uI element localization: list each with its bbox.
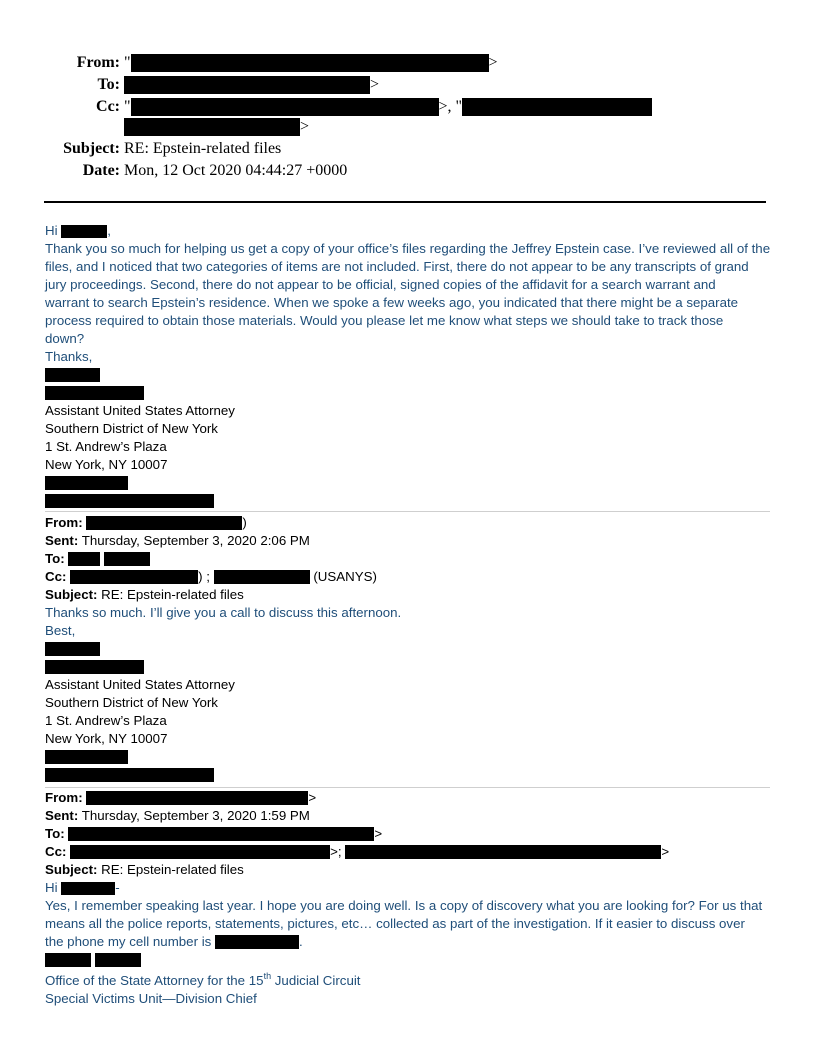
redaction-block bbox=[61, 882, 115, 895]
signature-title: Assistant United States Attorney bbox=[45, 403, 235, 418]
header-cc-separator: >, " bbox=[438, 98, 463, 115]
header-from-label: From: bbox=[76, 54, 120, 71]
message-3-from bbox=[45, 789, 775, 807]
message-3-cc bbox=[45, 843, 775, 861]
signature-unit: Special Victims Unit—Division Chief bbox=[45, 991, 257, 1006]
message-2-cc bbox=[45, 568, 775, 586]
redaction-block bbox=[95, 953, 141, 967]
redaction-block bbox=[86, 791, 308, 805]
redaction-block bbox=[45, 642, 100, 656]
message-1-line: jury proceedings. Second, there do not appear to be official, signed copies of the affidavit for a search warrant and bbox=[45, 277, 716, 292]
header-cc-value-2 bbox=[124, 116, 309, 137]
message-2-sent-value: Thursday, September 3, 2020 2:06 PM bbox=[81, 533, 310, 548]
message-2-sent bbox=[45, 532, 775, 550]
message-2-sent-label: Sent: bbox=[45, 533, 79, 548]
signature-address: 1 St. Andrew’s Plaza bbox=[45, 439, 167, 454]
message-1-line: Thank you so much for helping us get a copy of your office’s files regarding the Jeffrey Epstein case. I’ve reviewed all of the bbox=[45, 241, 771, 256]
signature-office-line bbox=[45, 972, 775, 990]
signature-name-redaction bbox=[45, 640, 775, 658]
message-2-cc-separator: ) ; bbox=[198, 569, 210, 584]
message-2-subject-value: RE: Epstein-related files bbox=[101, 587, 244, 602]
message-1-line: files, and I noticed that two categories of items are not included. First, there do not appear to be any transcripts of grand bbox=[45, 259, 749, 274]
header-subject-label: Subject: bbox=[63, 140, 120, 157]
greeting-text: Hi bbox=[45, 880, 58, 895]
message-1-line: warrant to search Epstein’s residence. When we spoke a few weeks ago, you indicated that there might be a separate bbox=[45, 295, 739, 310]
signature-name-redaction bbox=[45, 366, 775, 384]
header-cc-value bbox=[124, 96, 652, 117]
redaction-block bbox=[45, 750, 128, 764]
redaction-block bbox=[86, 516, 242, 530]
redaction-block bbox=[70, 570, 198, 584]
redaction-block bbox=[45, 368, 100, 382]
signature-contact-redaction bbox=[45, 474, 775, 492]
office-prefix: Office of the State Attorney for the 15 bbox=[45, 973, 264, 988]
message-2-cc-label: Cc: bbox=[45, 569, 67, 584]
header-subject-row bbox=[0, 138, 816, 159]
header-cc-quote: " bbox=[124, 98, 131, 115]
message-3-cc-close: > bbox=[661, 844, 670, 859]
message-3-line: Yes, I remember speaking last year. I hope you are doing well. Is a copy of discovery what you are looking for? For us that bbox=[45, 898, 763, 913]
signature-name-redaction bbox=[45, 658, 775, 676]
message-2-to bbox=[45, 550, 775, 568]
header-divider bbox=[44, 201, 766, 203]
header-from-quote: " bbox=[124, 54, 131, 71]
signature-office: Southern District of New York bbox=[45, 695, 218, 710]
header-cc-row bbox=[0, 96, 816, 117]
redaction-block bbox=[45, 476, 128, 490]
header-cc-row-2 bbox=[0, 116, 816, 137]
redaction-block bbox=[345, 845, 661, 859]
message-3-line: means all the police reports, statements, pictures, etc… collected as part of the investigation. If it easier to discuss over bbox=[45, 916, 745, 931]
greeting-dash: - bbox=[115, 880, 120, 895]
message-3-to-label: To: bbox=[45, 826, 65, 841]
header-date-value: Mon, 12 Oct 2020 04:44:27 +0000 bbox=[124, 162, 348, 179]
redaction-block bbox=[61, 225, 107, 238]
header-to-label: To: bbox=[97, 76, 120, 93]
greeting-comma: , bbox=[107, 223, 111, 238]
redaction-block bbox=[214, 570, 310, 584]
header-subject-value: RE: Epstein-related files bbox=[124, 140, 282, 157]
redaction-block bbox=[70, 845, 330, 859]
header-from-value bbox=[124, 52, 498, 73]
phone-prefix: the phone my cell number is bbox=[45, 934, 212, 949]
signature-name-redaction bbox=[45, 951, 775, 969]
phone-suffix: . bbox=[299, 934, 303, 949]
redaction-block bbox=[45, 768, 214, 782]
office-superscript: th bbox=[263, 971, 272, 981]
message-separator bbox=[45, 511, 770, 512]
redaction-block bbox=[45, 494, 214, 508]
header-to-value bbox=[124, 74, 379, 95]
message-2-cc-tail: (USANYS) bbox=[313, 569, 377, 584]
message-3-to-close: > bbox=[374, 826, 383, 841]
signature-name-redaction bbox=[45, 384, 775, 402]
message-3-sent bbox=[45, 807, 775, 825]
message-2 bbox=[45, 514, 775, 784]
header-to-close: > bbox=[370, 76, 380, 93]
message-3-from-label: From: bbox=[45, 790, 83, 805]
header-from-close: > bbox=[488, 54, 498, 71]
redaction-block bbox=[104, 552, 150, 566]
message-2-subject-label: Subject: bbox=[45, 587, 98, 602]
message-3-sent-value: Thursday, September 3, 2020 1:59 PM bbox=[81, 808, 310, 823]
signature-city: New York, NY 10007 bbox=[45, 457, 168, 472]
header-cc-close: > bbox=[300, 118, 310, 135]
message-1 bbox=[45, 222, 775, 510]
message-1-line: process required to obtain those materials. Would you please let me know what steps we should take to track those bbox=[45, 313, 724, 328]
header-date-row bbox=[0, 160, 816, 181]
message-1-closing: Thanks, bbox=[45, 349, 93, 364]
message-1-line: down? bbox=[45, 331, 85, 346]
header-cc-label: Cc: bbox=[96, 98, 120, 115]
header-date-label: Date: bbox=[82, 162, 120, 179]
message-3 bbox=[45, 789, 775, 1008]
message-2-closing: Best, bbox=[45, 623, 76, 638]
message-2-subject bbox=[45, 586, 775, 604]
redaction-block bbox=[68, 552, 100, 566]
signature-office: Southern District of New York bbox=[45, 421, 218, 436]
message-separator bbox=[45, 787, 770, 788]
message-3-sent-label: Sent: bbox=[45, 808, 79, 823]
greeting-text: Hi bbox=[45, 223, 58, 238]
message-3-cc-label: Cc: bbox=[45, 844, 67, 859]
redaction-block bbox=[131, 98, 439, 116]
message-1-greeting bbox=[45, 222, 775, 240]
redaction-block bbox=[124, 76, 370, 94]
message-3-greeting bbox=[45, 879, 775, 897]
signature-contact-redaction bbox=[45, 492, 775, 510]
redaction-block bbox=[45, 660, 144, 674]
message-2-from bbox=[45, 514, 775, 532]
message-2-from-label: From: bbox=[45, 515, 83, 530]
message-3-subject-value: RE: Epstein-related files bbox=[101, 862, 244, 877]
signature-title: Assistant United States Attorney bbox=[45, 677, 235, 692]
message-3-subject-label: Subject: bbox=[45, 862, 98, 877]
redaction-block bbox=[215, 935, 299, 949]
message-3-from-close: > bbox=[308, 790, 317, 805]
header-from-row bbox=[0, 52, 816, 73]
message-2-to-label: To: bbox=[45, 551, 65, 566]
message-2-from-close: ) bbox=[242, 515, 247, 530]
redaction-block bbox=[462, 98, 652, 116]
signature-contact-redaction bbox=[45, 766, 775, 784]
office-suffix: Judicial Circuit bbox=[271, 973, 361, 988]
redaction-block bbox=[45, 386, 144, 400]
signature-contact-redaction bbox=[45, 748, 775, 766]
redaction-block bbox=[45, 953, 91, 967]
redaction-block bbox=[131, 54, 489, 72]
message-3-to bbox=[45, 825, 775, 843]
header-to-row bbox=[0, 74, 816, 95]
message-2-body: Thanks so much. I’ll give you a call to discuss this afternoon. bbox=[45, 605, 402, 620]
message-3-subject bbox=[45, 861, 775, 879]
redaction-block bbox=[68, 827, 374, 841]
redaction-block bbox=[124, 118, 300, 136]
message-3-cc-separator: >; bbox=[330, 844, 342, 859]
message-3-phone-line bbox=[45, 933, 775, 951]
signature-address: 1 St. Andrew’s Plaza bbox=[45, 713, 167, 728]
signature-city: New York, NY 10007 bbox=[45, 731, 168, 746]
